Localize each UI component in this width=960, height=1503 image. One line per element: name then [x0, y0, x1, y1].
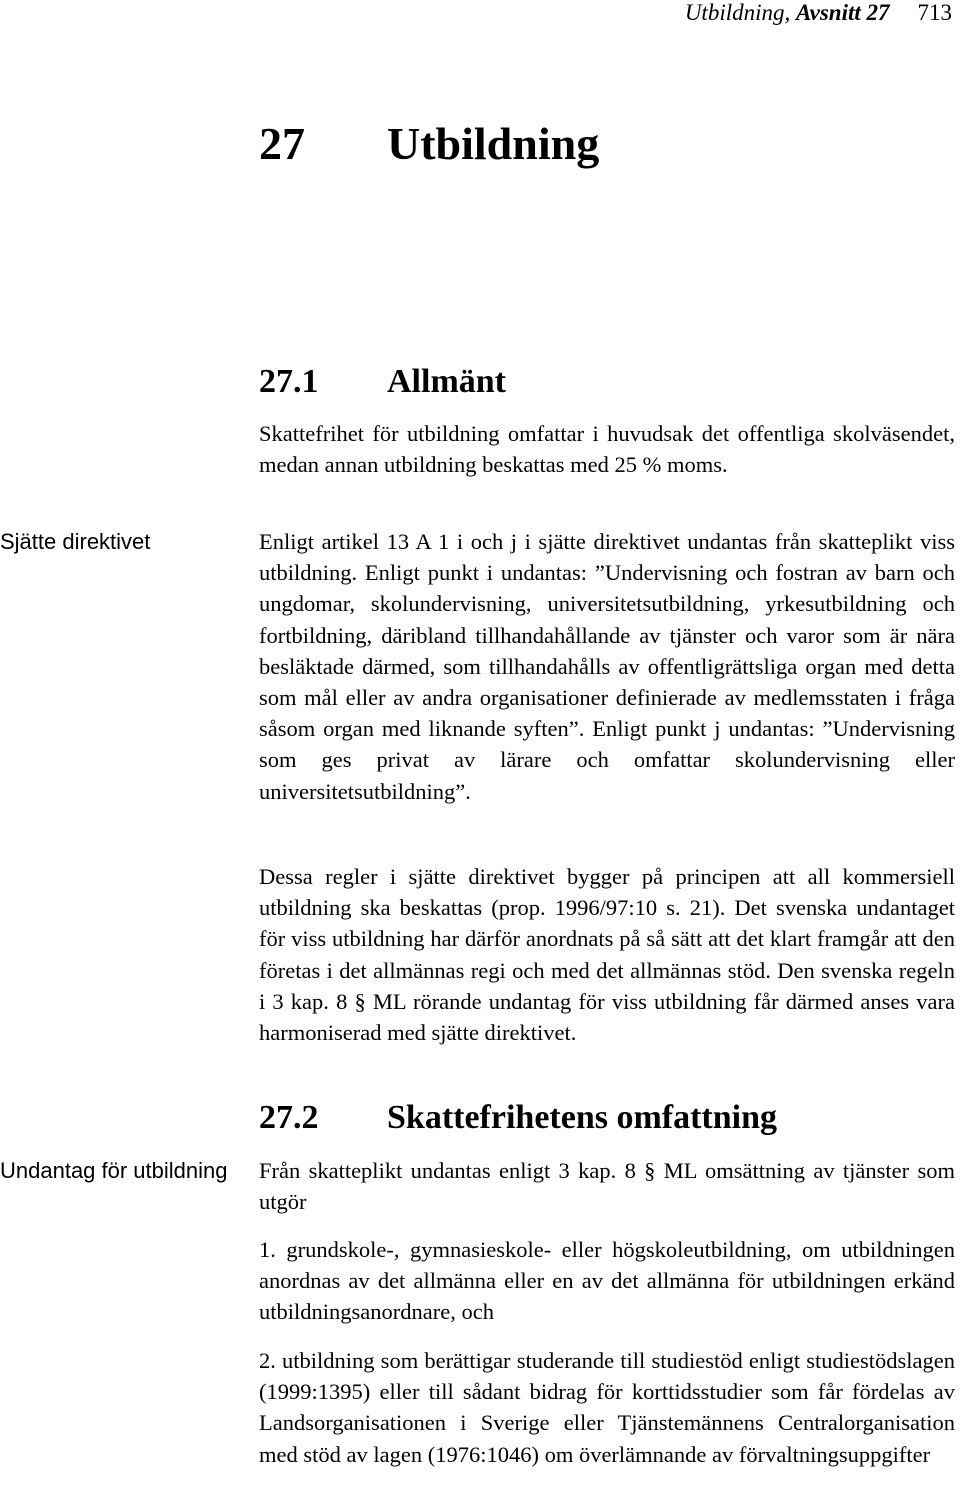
- section-heading-27-1: [259, 362, 506, 402]
- chapter-title: [259, 118, 599, 170]
- list-item: 2. utbildning som berättigar studerande till studiestöd enligt studiestödslagen (1999:1395) eller till sådant bidrag för korttidsstudier som får fördelas av Landsorganisationen i Sverige eller Tjänstemännens Centralorganisation med stöd av lagen (1976:1046) om överlämnande av förvaltningsuppgifter: [259, 1348, 955, 1467]
- section-title: Allmänt: [387, 363, 506, 400]
- running-header-section: Avsnitt 27: [795, 0, 890, 25]
- chapter-name: Utbildning: [387, 118, 600, 169]
- running-header-title: Utbildning,: [684, 0, 796, 25]
- paragraph: Skattefrihet för utbildning omfattar i huvudsak det offentliga skolväsendet, medan annan utbildning beskattas med 25 % moms.: [259, 421, 955, 478]
- section-number: 27.2: [259, 1099, 319, 1136]
- running-header: [600, 0, 952, 26]
- page-number: 713: [917, 0, 952, 25]
- chapter-number: 27: [259, 118, 305, 169]
- section-heading-27-2: [259, 1098, 777, 1138]
- section-title: Skattefrihetens omfattning: [387, 1099, 778, 1136]
- section-number: 27.1: [259, 363, 319, 400]
- paragraph: Enligt artikel 13 A 1 i och j i sjätte direktivet undantas från skatteplikt viss utbildning. Enligt punkt i undantas: ”Undervisning och fostran av barn och ungdomar, skolundervisning, universitetsutbildning, yrkesutbildning och fortbildning, däribland tillhandahållande av tjänster och varor som är nära besläktade därmed, som tillhandahålls av offentligrättsliga organ med detta som mål eller av andra organisationer definierade av medlemsstaten i fråga såsom organ med liknande syften”. Enligt punkt j undantas: ”Undervisning som ges privat av lärare och omfattar skolundervisning eller universitetsutbildning”.: [259, 529, 955, 804]
- margin-note-undantag-for-utbildning: Undantag för utbildning: [0, 1158, 228, 1183]
- margin-note-sjatte-direktivet: Sjätte direktivet: [0, 529, 151, 554]
- list-item: 1. grundskole-, gymnasieskole- eller högskoleutbildning, om utbildningen anordnas av det allmänna eller en av det allmänna för utbildningen erkänd utbildningsanordnare, och: [259, 1237, 955, 1325]
- paragraph: Från skatteplikt undantas enligt 3 kap. 8 § ML omsättning av tjänster som utgör: [259, 1158, 955, 1215]
- paragraph: Dessa regler i sjätte direktivet bygger på principen att all kommersiell utbildning ska beskattas (prop. 1996/97:10 s. 21). Det svenska undantaget för viss utbildning har därför anordnats på så sätt att det klart framgår att den företas i det allmännas regi och med det allmännas stöd. Den svenska regeln i 3 kap. 8 § ML rörande undantag för viss utbildning får därmed anses vara harmoniserad med sjätte direktivet.: [259, 864, 955, 1046]
